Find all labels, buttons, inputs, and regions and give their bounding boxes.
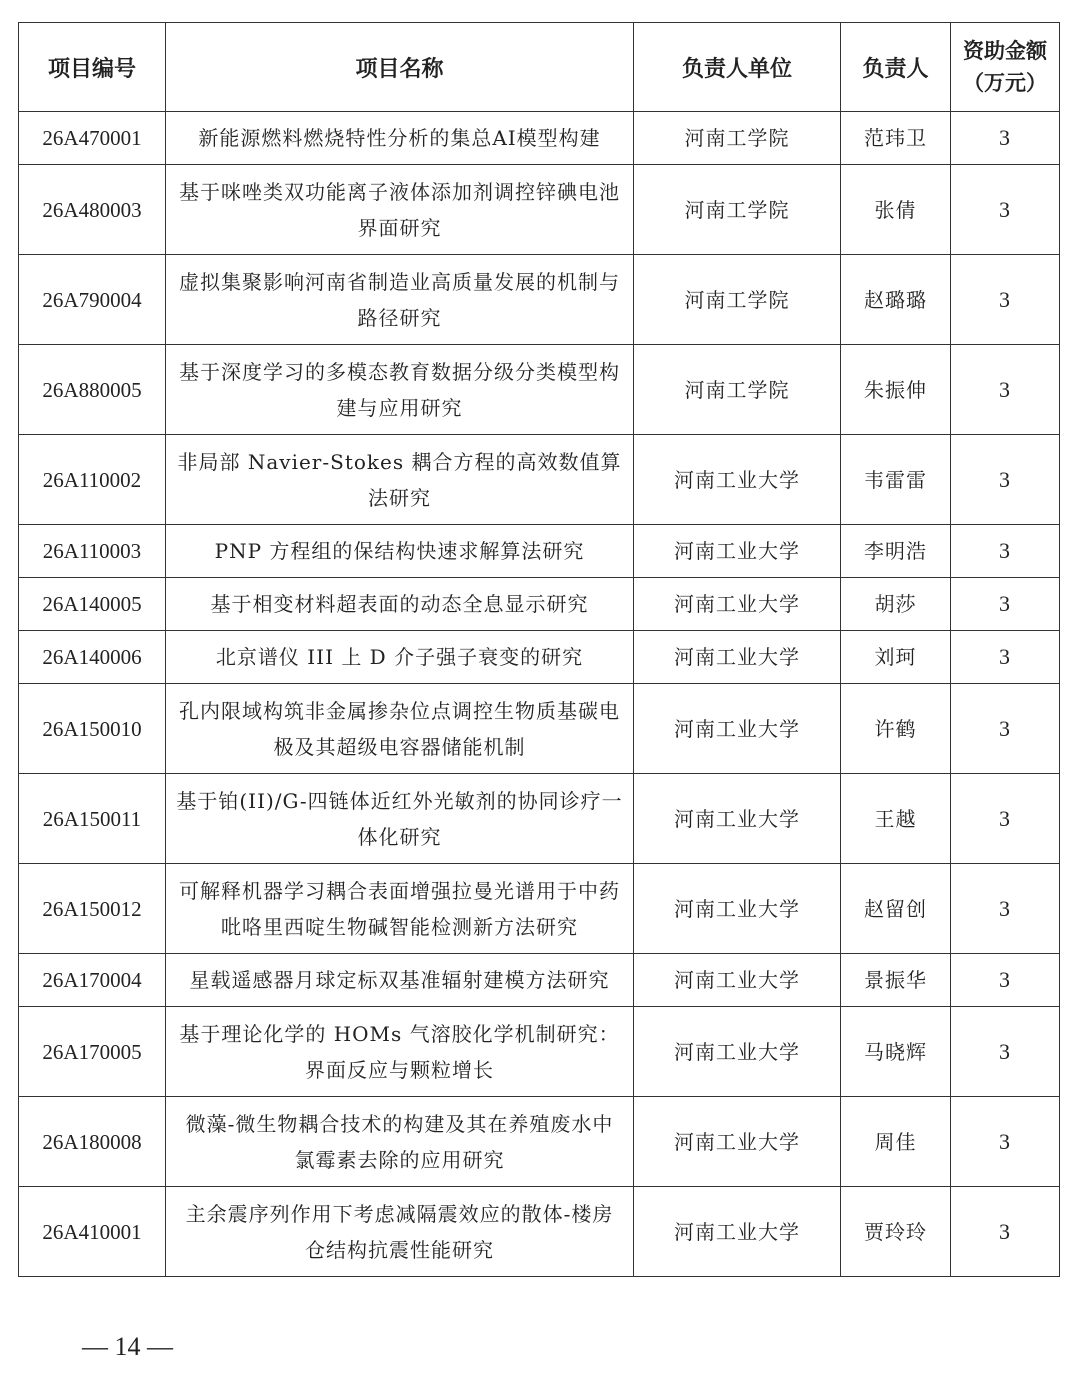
table-row: [19, 631, 1060, 684]
header-funding-amount: [951, 23, 1060, 112]
project-name: 虚拟集聚影响河南省制造业高质量发展的机制与路径研究: [166, 255, 634, 345]
project-code: 26A150011: [19, 774, 166, 864]
leader-unit: 河南工业大学: [634, 954, 841, 1007]
leader-name: 李明浩: [841, 525, 951, 578]
project-name: 基于铂(II)/G-四链体近红外光敏剂的协同诊疗一体化研究: [166, 774, 634, 864]
funding-amount: 3: [951, 578, 1060, 631]
header-funding-amount-line2: （万元）: [963, 71, 1047, 95]
funding-amount: 3: [951, 1097, 1060, 1187]
funding-amount: 3: [951, 255, 1060, 345]
project-name: 基于深度学习的多模态教育数据分级分类模型构建与应用研究: [166, 345, 634, 435]
leader-name: 景振华: [841, 954, 951, 1007]
project-code: 26A170004: [19, 954, 166, 1007]
project-code: 26A880005: [19, 345, 166, 435]
leader-unit: 河南工业大学: [634, 525, 841, 578]
leader-unit: 河南工业大学: [634, 864, 841, 954]
funding-amount: 3: [951, 774, 1060, 864]
table-row: [19, 1007, 1060, 1097]
leader-unit: 河南工学院: [634, 255, 841, 345]
project-name: 基于咪唑类双功能离子液体添加剂调控锌碘电池界面研究: [166, 165, 634, 255]
funding-amount: 3: [951, 631, 1060, 684]
project-name: PNP 方程组的保结构快速求解算法研究: [166, 525, 634, 578]
funding-amount: 3: [951, 525, 1060, 578]
header-leader: 负责人: [841, 23, 951, 112]
header-row: [19, 23, 1060, 112]
project-name: 基于理论化学的 HOMs 气溶胶化学机制研究：界面反应与颗粒增长: [166, 1007, 634, 1097]
leader-name: 赵璐璐: [841, 255, 951, 345]
leader-unit: 河南工学院: [634, 345, 841, 435]
grant-table: [18, 22, 1060, 1277]
leader-unit: 河南工业大学: [634, 774, 841, 864]
table-row: [19, 1187, 1060, 1277]
project-name: 主余震序列作用下考虑减隔震效应的散体-楼房仓结构抗震性能研究: [166, 1187, 634, 1277]
leader-unit: 河南工学院: [634, 112, 841, 165]
leader-name: 刘珂: [841, 631, 951, 684]
funding-amount: 3: [951, 435, 1060, 525]
leader-name: 王越: [841, 774, 951, 864]
funding-amount: 3: [951, 345, 1060, 435]
leader-name: 韦雷雷: [841, 435, 951, 525]
leader-name: 范玮卫: [841, 112, 951, 165]
leader-unit: 河南工业大学: [634, 631, 841, 684]
table-row: [19, 255, 1060, 345]
leader-name: 许鹤: [841, 684, 951, 774]
project-code: 26A150012: [19, 864, 166, 954]
leader-unit: 河南工学院: [634, 165, 841, 255]
leader-name: 朱振伸: [841, 345, 951, 435]
table-row: [19, 684, 1060, 774]
project-code: 26A140005: [19, 578, 166, 631]
funding-amount: 3: [951, 1187, 1060, 1277]
project-name: 非局部 Navier-Stokes 耦合方程的高效数值算法研究: [166, 435, 634, 525]
leader-unit: 河南工业大学: [634, 578, 841, 631]
header-funding-amount-line1: 资助金额: [963, 39, 1047, 63]
funding-amount: 3: [951, 1007, 1060, 1097]
project-name: 北京谱仪 III 上 D 介子强子衰变的研究: [166, 631, 634, 684]
project-code: 26A470001: [19, 112, 166, 165]
project-name: 星载遥感器月球定标双基准辐射建模方法研究: [166, 954, 634, 1007]
project-code: 26A170005: [19, 1007, 166, 1097]
project-code: 26A410001: [19, 1187, 166, 1277]
table-row: [19, 954, 1060, 1007]
project-code: 26A180008: [19, 1097, 166, 1187]
leader-name: 胡莎: [841, 578, 951, 631]
table-row: [19, 578, 1060, 631]
table-row: [19, 435, 1060, 525]
leader-name: 马晓辉: [841, 1007, 951, 1097]
leader-unit: 河南工业大学: [634, 1007, 841, 1097]
project-code: 26A480003: [19, 165, 166, 255]
table-row: [19, 345, 1060, 435]
funding-amount: 3: [951, 954, 1060, 1007]
page-number: — 14 —: [82, 1332, 173, 1361]
leader-unit: 河南工业大学: [634, 1187, 841, 1277]
leader-unit: 河南工业大学: [634, 435, 841, 525]
header-project-name: 项目名称: [166, 23, 634, 112]
funding-amount: 3: [951, 684, 1060, 774]
project-code: 26A790004: [19, 255, 166, 345]
project-name: 基于相变材料超表面的动态全息显示研究: [166, 578, 634, 631]
table-row: [19, 165, 1060, 255]
project-code: 26A110002: [19, 435, 166, 525]
leader-name: 张倩: [841, 165, 951, 255]
leader-name: 周佳: [841, 1097, 951, 1187]
table-row: [19, 525, 1060, 578]
project-code: 26A140006: [19, 631, 166, 684]
header-project-code: 项目编号: [19, 23, 166, 112]
table-row: [19, 1097, 1060, 1187]
table-row: [19, 774, 1060, 864]
table-row: [19, 864, 1060, 954]
table-row: [19, 112, 1060, 165]
leader-unit: 河南工业大学: [634, 684, 841, 774]
header-leader-unit: 负责人单位: [634, 23, 841, 112]
funding-amount: 3: [951, 112, 1060, 165]
funding-amount: 3: [951, 864, 1060, 954]
leader-unit: 河南工业大学: [634, 1097, 841, 1187]
leader-name: 赵留创: [841, 864, 951, 954]
project-name: 孔内限域构筑非金属掺杂位点调控生物质基碳电极及其超级电容器储能机制: [166, 684, 634, 774]
project-code: 26A110003: [19, 525, 166, 578]
project-code: 26A150010: [19, 684, 166, 774]
project-name: 可解释机器学习耦合表面增强拉曼光谱用于中药吡咯里西啶生物碱智能检测新方法研究: [166, 864, 634, 954]
project-name: 新能源燃料燃烧特性分析的集总AI模型构建: [166, 112, 634, 165]
project-name: 微藻-微生物耦合技术的构建及其在养殖废水中氯霉素去除的应用研究: [166, 1097, 634, 1187]
leader-name: 贾玲玲: [841, 1187, 951, 1277]
funding-amount: 3: [951, 165, 1060, 255]
